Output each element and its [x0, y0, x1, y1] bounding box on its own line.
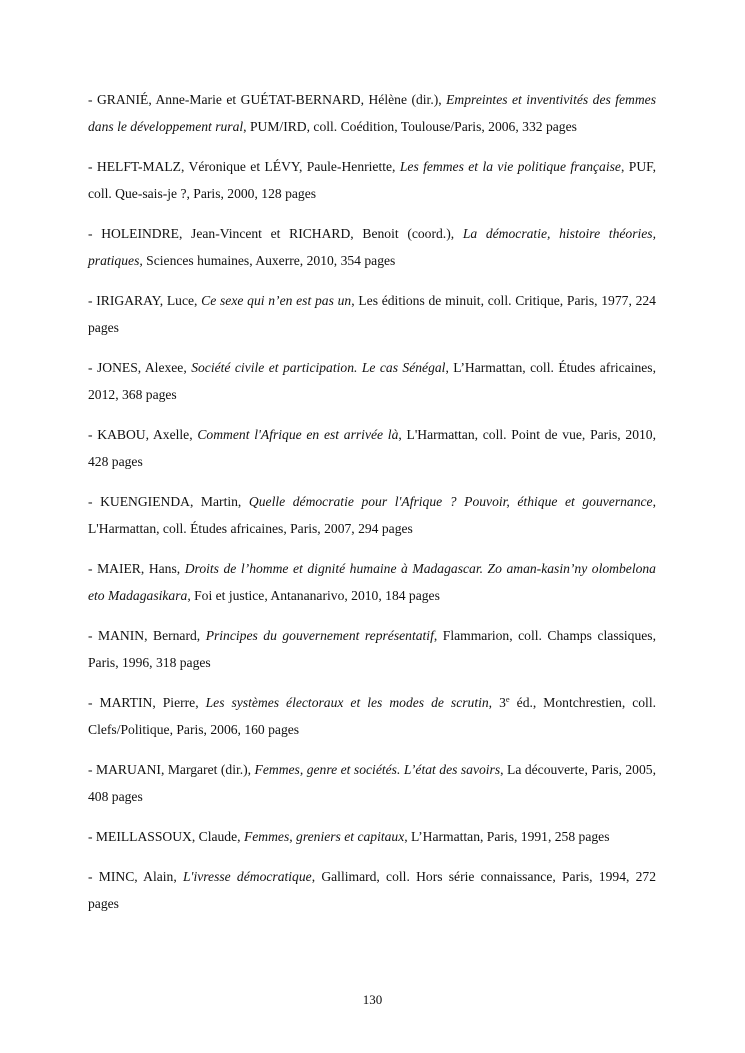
entry-authors: - HELFT-MALZ, Véronique et LÉVY, Paule-Henriette, [88, 159, 400, 174]
entry-authors: - GRANIÉ, Anne-Marie et GUÉTAT-BERNARD, Hélène (dir.), [88, 92, 447, 107]
entry-title: Société civile et participation. Le cas Sénégal [191, 360, 446, 375]
entry-publication: Sciences humaines, Auxerre, 2010, 354 pages [142, 253, 396, 268]
entry-authors: - HOLEINDRE, Jean-Vincent et RICHARD, Benoit (coord.), [88, 226, 463, 241]
entry-title: Les femmes et la vie politique française [399, 159, 621, 174]
entry-publication-rest: éd., Montchrestien, coll. Clefs/Politique, Paris, 2006, 160 pages [88, 695, 656, 737]
bibliography-list [88, 86, 656, 930]
page-number: 130 [362, 992, 383, 1007]
entry-title: Empreintes et inventivités des femmes dans le développement rural [88, 92, 657, 134]
entry-publication: , L’Harmattan, coll. Études africaines, 2012, 368 pages [88, 360, 656, 402]
entry-publication: , PUM/IRD, coll. Coédition, Toulouse/Paris, 2006, 332 pages [243, 119, 577, 134]
bibliography-entry [88, 354, 656, 408]
bibliography-entry [88, 421, 656, 475]
bibliography-entry [88, 287, 656, 341]
entry-publication: , PUF, coll. Que-sais-je ?, Paris, 2000, 128 pages [88, 159, 656, 201]
entry-authors: - KUENGIENDA, Martin, [88, 494, 249, 509]
bibliography-entry [88, 823, 656, 850]
entry-authors: - MARUANI, Margaret (dir.), [88, 762, 255, 777]
entry-publication: , La découverte, Paris, 2005, 408 pages [88, 762, 656, 804]
entry-title: Femmes, greniers et capitaux [243, 829, 405, 844]
entry-title: Ce sexe qui n’en est pas un [201, 293, 352, 308]
bibliography-entry [88, 863, 656, 917]
bibliography-entry [88, 756, 656, 810]
edition-superscript: e [505, 694, 510, 704]
entry-title: Droits de l’homme et dignité humaine à Madagascar. Zo aman-kasin’ny olombelona eto Madagasikara [88, 561, 656, 603]
bibliography-entry [88, 153, 656, 207]
bibliography-entry [88, 689, 656, 743]
entry-publication: , L’Harmattan, Paris, 1991, 258 pages [404, 829, 610, 844]
entry-authors: - JONES, Alexee, [88, 360, 192, 375]
bibliography-entry [88, 622, 656, 676]
entry-title: Femmes, genre et sociétés. L’état des savoirs [254, 762, 501, 777]
entry-authors: - MINC, Alain, [88, 869, 183, 884]
bibliography-entry [88, 488, 656, 542]
entry-authors: - MANIN, Bernard, [88, 628, 206, 643]
entry-publication: , Foi et justice, Antananarivo, 2010, 184 pages [187, 588, 440, 603]
entry-authors: - MARTIN, Pierre, [88, 695, 206, 710]
entry-title: Comment l'Afrique en est arrivée là [197, 427, 399, 442]
entry-authors: - MEILLASSOUX, Claude, [88, 829, 244, 844]
entry-authors: - KABOU, Axelle, [88, 427, 198, 442]
entry-authors: - MAIER, Hans, [88, 561, 185, 576]
entry-title: Les systèmes électoraux et les modes de scrutin [205, 695, 489, 710]
bibliography-entry [88, 86, 656, 140]
entry-publication: , 3 [488, 695, 506, 710]
entry-publication: , L'Harmattan, coll. Études africaines, Paris, 2007, 294 pages [88, 494, 656, 536]
entry-publication: , Gallimard, coll. Hors série connaissance, Paris, 1994, 272 pages [88, 869, 657, 911]
entry-title: L'ivresse démocratique [182, 869, 312, 884]
entry-title: Quelle démocratie pour l'Afrique ? Pouvoir, éthique et gouvernance [248, 494, 653, 509]
entry-title: Principes du gouvernement représentatif [205, 628, 434, 643]
entry-publication: , L'Harmattan, coll. Point de vue, Paris, 2010, 428 pages [88, 427, 656, 469]
bibliography-entry [88, 555, 656, 609]
entry-title: La démocratie, histoire théories, pratiques, [88, 226, 656, 268]
entry-publication: , Les éditions de minuit, coll. Critique, Paris, 1977, 224 pages [88, 293, 656, 335]
entry-publication: , Flammarion, coll. Champs classiques, Paris, 1996, 318 pages [88, 628, 656, 670]
entry-authors: - IRIGARAY, Luce, [88, 293, 202, 308]
bibliography-entry [88, 220, 656, 274]
